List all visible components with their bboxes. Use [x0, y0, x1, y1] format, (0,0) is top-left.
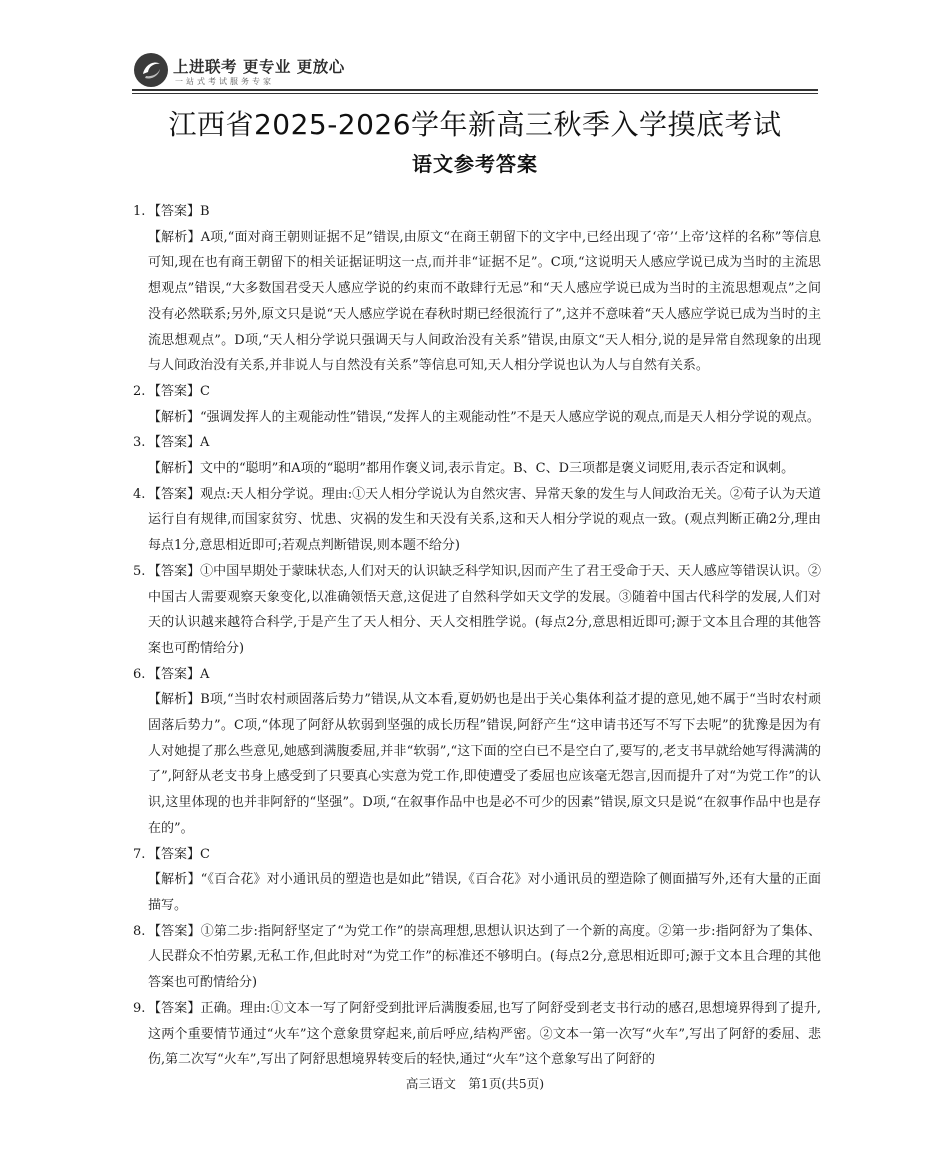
- question-number: 7.: [133, 846, 146, 862]
- question-number: 3.: [133, 435, 146, 451]
- publisher-slogan: 上进联考 更专业 更放心: [173, 58, 345, 76]
- answer-line: 【答案】①中国早期处于蒙昧状态,人们对天的认识缺乏科学知识,因而产生了君王受命于天、天人感应等错误认识。②中国古人需要观察天象变化,以准确领悟天意,这促进了自然科学如天文学的发展。③随着中国古代科学的发展,人们对天的认识越来越符合科学,于是产生了天人相分、天人交相胜学说。(每点2分,意思相近即可;源于文本且合理的其他答案也可酌情给分): [148, 563, 821, 656]
- question-item: [133, 379, 821, 430]
- answer-list: [133, 199, 821, 1073]
- answer-line: 【答案】A: [148, 435, 210, 451]
- question-item: [133, 430, 821, 481]
- analysis-text: 【解析】文中的“聪明”和A项的“聪明”都用作褒义词,表示肯定。B、C、D三项都是褒义词贬用,表示否定和讽刺。: [148, 461, 795, 477]
- question-item: [133, 919, 821, 996]
- answer-line: 【答案】C: [148, 846, 210, 862]
- analysis-text: 【解析】B项,“当时农村顽固落后势力”错误,从文本看,夏奶奶也是出于关心集体利益才提的意见,她不属于“当时农村顽固落后势力”。C项,“体现了阿舒从软弱到坚强的成长历程”错误,阿舒产生“这申请书还写不写下去呢”的犹豫是因为有人对她提了那么些意见,她感到满腹委屈,并非“软弱”,“这下面的空白已不是空白了,要写的,老支书早就给她写得满满的了”,阿舒从老支书身上感受到了只要真心实意为党工作,即使遭受了委屈也应该毫无怨言,因而提升了对“为党工作”的认识,这里体现的也并非阿舒的“坚强”。D项,“在叙事作品中也是必不可少的因素”错误,原文只是说“在叙事作品中也是存在的”。: [148, 692, 821, 836]
- exam-title: 江西省2025-2026学年新高三秋季入学摸底考试: [168, 108, 782, 141]
- question-item: [133, 662, 821, 842]
- question-number: 4.: [133, 486, 146, 502]
- question-number: 6.: [133, 666, 146, 682]
- publisher-tagline: 一站式考试服务专家: [175, 77, 274, 86]
- analysis-text: 【解析】A项,“面对商王朝则证据不足”错误,由原文“在商王朝留下的文字中,已经出现了‘帝’‘上帝’这样的名称”等信息可知,现在也有商王朝留下的相关证据证明这一点,而并非“证据不足”。C项,“这说明天人感应学说已成为当时的主流思想观点”错误,“大多数国君受天人感应学说的约束而不敢肆行无忌”和“天人感应学说已成为当时的主流思想观点”之间没有必然联系;另外,原文只是说“天人感应学说在春秋时期已经很流行了”,这并不意味着“天人感应学说已成为当时的主流思想观点”。D项,“天人相分学说只强调天与人间政治没有关系”错误,由原文“天人相分,说的是异常自然现象的出现与人间政治没有关系,并非说人与自然没有关系”等信息可知,天人相分学说也认为人与自然有关系。: [148, 229, 821, 374]
- answer-line: 【答案】B: [148, 204, 210, 219]
- question-number: 1.: [133, 204, 146, 219]
- publisher-logo-icon: [133, 52, 169, 88]
- answer-line: 【答案】观点:天人相分学说。理由:①天人相分学说认为自然灾害、异常天象的发生与人间政治无关。②荀子认为天道运行自有规律,而国家贫穷、忧患、灾祸的发生和天没有关系,这和天人相分学说的观点一致。(观点判断正确2分,理由每点1分,意思相近即可;若观点判断错误,则本题不给分): [148, 486, 821, 554]
- question-number: 5.: [133, 563, 146, 579]
- question-item: [133, 842, 821, 919]
- answer-line: 【答案】A: [148, 666, 210, 682]
- question-number: 2.: [133, 383, 146, 399]
- analysis-text: 【解析】“强调发挥人的主观能动性”错误,“发挥人的主观能动性”不是天人感应学说的观点,而是天人相分学说的观点。: [148, 409, 820, 425]
- page-footer: 高三语文 第1页(共5页): [405, 1076, 545, 1091]
- analysis-text: 【解析】“《百合花》对小通讯员的塑造也是如此”错误,《百合花》对小通讯员的塑造除了侧面描写外,还有大量的正面描写。: [148, 872, 821, 913]
- answer-line: 【答案】①第二步:指阿舒坚定了“为党工作”的崇高理想,思想认识达到了一个新的高度。②第一步:指阿舒为了集体、人民群众不怕劳累,无私工作,但此时对“为党工作”的标准还不够明白。(每点2分,意思相近即可;源于文本且合理的其他答案也可酌情给分): [148, 923, 821, 991]
- exam-subtitle: 语文参考答案: [412, 152, 538, 176]
- question-number: 9.: [133, 1000, 146, 1016]
- question-item: [133, 482, 821, 559]
- header-divider-thin: [132, 93, 818, 94]
- question-item: [133, 559, 821, 662]
- header-divider: [132, 89, 818, 91]
- answer-line: 【答案】C: [148, 383, 210, 399]
- question-number: 8.: [133, 923, 146, 939]
- question-item: [133, 199, 821, 379]
- question-item: [133, 996, 821, 1073]
- answer-line: 【答案】正确。理由:①文本一写了阿舒受到批评后满腹委屈,也写了阿舒受到老支书行动的感召,思想境界得到了提升,这两个重要情节通过“火车”这个意象贯穿起来,前后呼应,结构严密。②文本一第一次写“火车”,写出了阿舒的委屈、悲伤,第二次写“火车”,写出了阿舒思想境界转变后的轻快,通过“火车”这个意象写出了阿舒的: [148, 1000, 821, 1068]
